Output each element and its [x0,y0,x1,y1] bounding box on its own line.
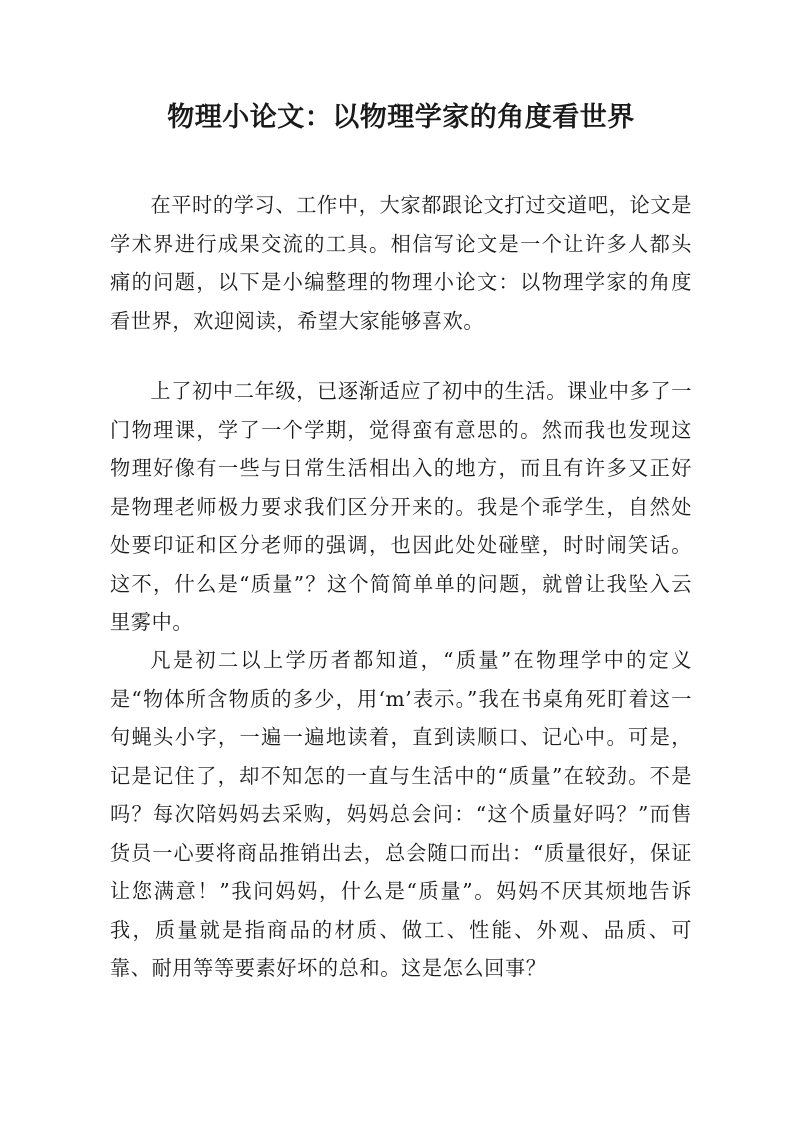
document-title: 物理小论文：以物理学家的角度看世界 [167,102,635,133]
paragraph-body-2: 凡是初二以上学历者都知道，“质量”在物理学中的定义是“物体所含物质的多少，用‘m’表示。”我在书桌角死盯着这一句蝇头小字，一遍一遍地读着，直到读顺口、记心中。可是，记是记住了，却不知怎的一直与生活中的“质量”在较劲。不是吗？每次陪妈妈去采购，妈妈总会问：“这个质量好吗？”而售货员一心要将商品推销出去，总会随口而出：“质量很好，保证让您满意！”我问妈妈，什么是“质量”。妈妈不厌其烦地告诉我，质量就是指商品的材质、做工、性能、外观、品质、可靠、耐用等等要素好坏的总和。这是怎么回事？ [110,648,692,980]
paragraph-intro: 在平时的学习、工作中，大家都跟论文打过交道吧，论文是学术界进行成果交流的工具。相信写论文是一个让许多人都头痛的问题，以下是小编整理的物理小论文：以物理学家的角度看世界，欢迎阅读，希望大家能够喜欢。 [110,193,692,333]
paragraph-body-1: 上了初中二年级，已逐渐适应了初中的生活。课业中多了一门物理课，学了一个学期，觉得蛮有意思的。然而我也发现这物理好像有一些与日常生活相出入的地方，而且有许多又正好是物理老师极力要求我们区分开来的。我是个乖学生，自然处处要印证和区分老师的强调，也因此处处碰壁，时时闹笑话。这不，什么是“质量”？这个简简单单的问题，就曾让我坠入云里雾中。 [110,379,692,634]
